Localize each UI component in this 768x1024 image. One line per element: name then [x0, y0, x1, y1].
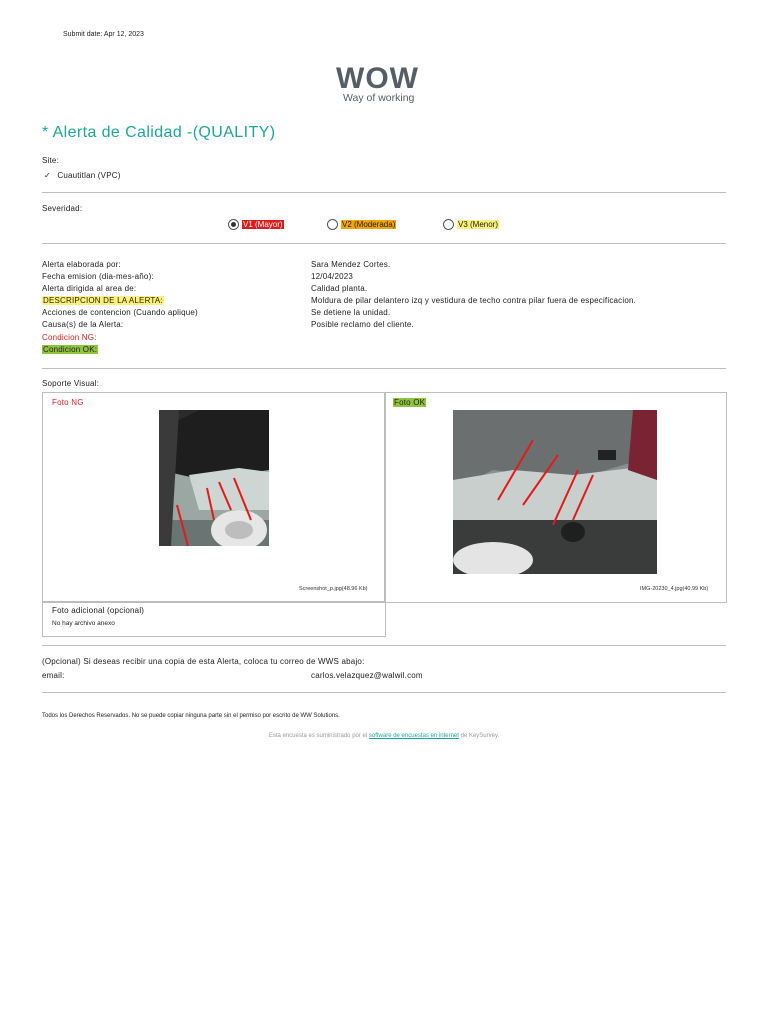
detail-label: Alerta dirigida al area de:	[42, 284, 137, 293]
copy-prompt: (Opcional) Si deseas recibir una copia de esta Alerta, coloca tu correo de WWS abajo:	[42, 657, 365, 666]
detail-label: Fecha emision (dia-mes-año):	[42, 272, 154, 281]
detail-value: Calidad planta.	[311, 284, 368, 293]
severity-option-label: V1 (Mayor)	[243, 220, 283, 229]
visual-label: Soporte Visual:	[42, 379, 100, 388]
detail-value: Posible reclamo del cliente.	[311, 320, 414, 329]
severity-option-label: V2 (Moderada)	[342, 220, 396, 229]
divider	[42, 645, 726, 646]
photo-ng-image[interactable]	[159, 410, 269, 546]
severity-option-v1[interactable]	[228, 219, 284, 230]
rights-notice: Todos los Derechos Reservados. No se puede copiar ninguna parte sin el permiso por escrito de WW Solutions.	[42, 713, 340, 719]
email-label: email:	[42, 671, 65, 680]
logo-subtitle: Way of working	[343, 92, 415, 104]
photo-ok-filename: IMG-20230_4.jpg(40.99 Kb)	[640, 586, 709, 592]
detail-value: Sara Mendez Cortes.	[311, 260, 391, 269]
radio-selected-icon[interactable]	[228, 219, 239, 230]
footer-pre: Esta encuesta es suministrado por el	[268, 733, 369, 739]
photo-ok-label: Foto OK	[394, 398, 426, 407]
email-value: carlos.velazquez@walwil.com	[311, 671, 423, 680]
photo-additional-panel	[42, 601, 386, 637]
detail-label: Alerta elaborada por:	[42, 260, 121, 269]
detail-label-description: DESCRIPCION DE LA ALERTA:	[43, 296, 163, 305]
detail-label-ok: Condicion OK:	[43, 345, 98, 354]
severity-option-label: V3 (Menor)	[458, 220, 499, 229]
site-value: Cuautitlan (VPC)	[57, 171, 121, 180]
footer-link[interactable]: software de encuestas en internet	[368, 733, 459, 739]
divider	[42, 243, 726, 244]
detail-label: Acciones de contencion (Cuando aplique)	[42, 308, 198, 317]
site-label: Site:	[42, 156, 60, 165]
detail-label: Causa(s) de la Alerta:	[42, 320, 124, 329]
page-title: * Alerta de Calidad -(QUALITY)	[42, 124, 276, 141]
check-icon: ✓	[44, 171, 51, 180]
photo-ng-filename: Screenshot_p.jpg(48.96 Kb)	[299, 586, 368, 592]
severity-option-v3[interactable]	[443, 219, 499, 230]
radio-icon[interactable]	[443, 219, 454, 230]
detail-value: Se detiene la unidad.	[311, 308, 391, 317]
photo-ng-graphic	[159, 410, 269, 546]
divider	[42, 368, 726, 369]
footer-post: de KeySurvey.	[458, 733, 500, 739]
photo-ok-panel	[384, 392, 727, 603]
divider	[42, 692, 726, 693]
detail-value: 12/04/2023	[311, 272, 354, 281]
severity-label: Severidad:	[42, 204, 83, 213]
submit-date: Submit date: Apr 12, 2023	[63, 31, 144, 38]
severity-option-v2[interactable]	[327, 219, 396, 230]
photo-ng-label: Foto NG	[52, 398, 84, 407]
wow-logo	[336, 62, 432, 106]
divider	[42, 192, 726, 193]
photo-additional-label: Foto adicional (opcional)	[52, 606, 145, 615]
detail-label-ng: Condicion NG:	[42, 333, 97, 342]
photo-ok-graphic	[453, 410, 657, 574]
photo-ok-image[interactable]	[453, 410, 657, 574]
radio-icon[interactable]	[327, 219, 338, 230]
logo-main: WOW	[336, 62, 419, 95]
photo-additional-value: No hay archivo anexo	[52, 620, 115, 627]
footer	[0, 733, 768, 739]
detail-value: Moldura de pilar delantero izq y vestidura de techo contra pilar fuera de especificacion.	[311, 296, 637, 305]
site-value-row	[44, 171, 121, 180]
photo-ng-panel	[42, 392, 386, 603]
